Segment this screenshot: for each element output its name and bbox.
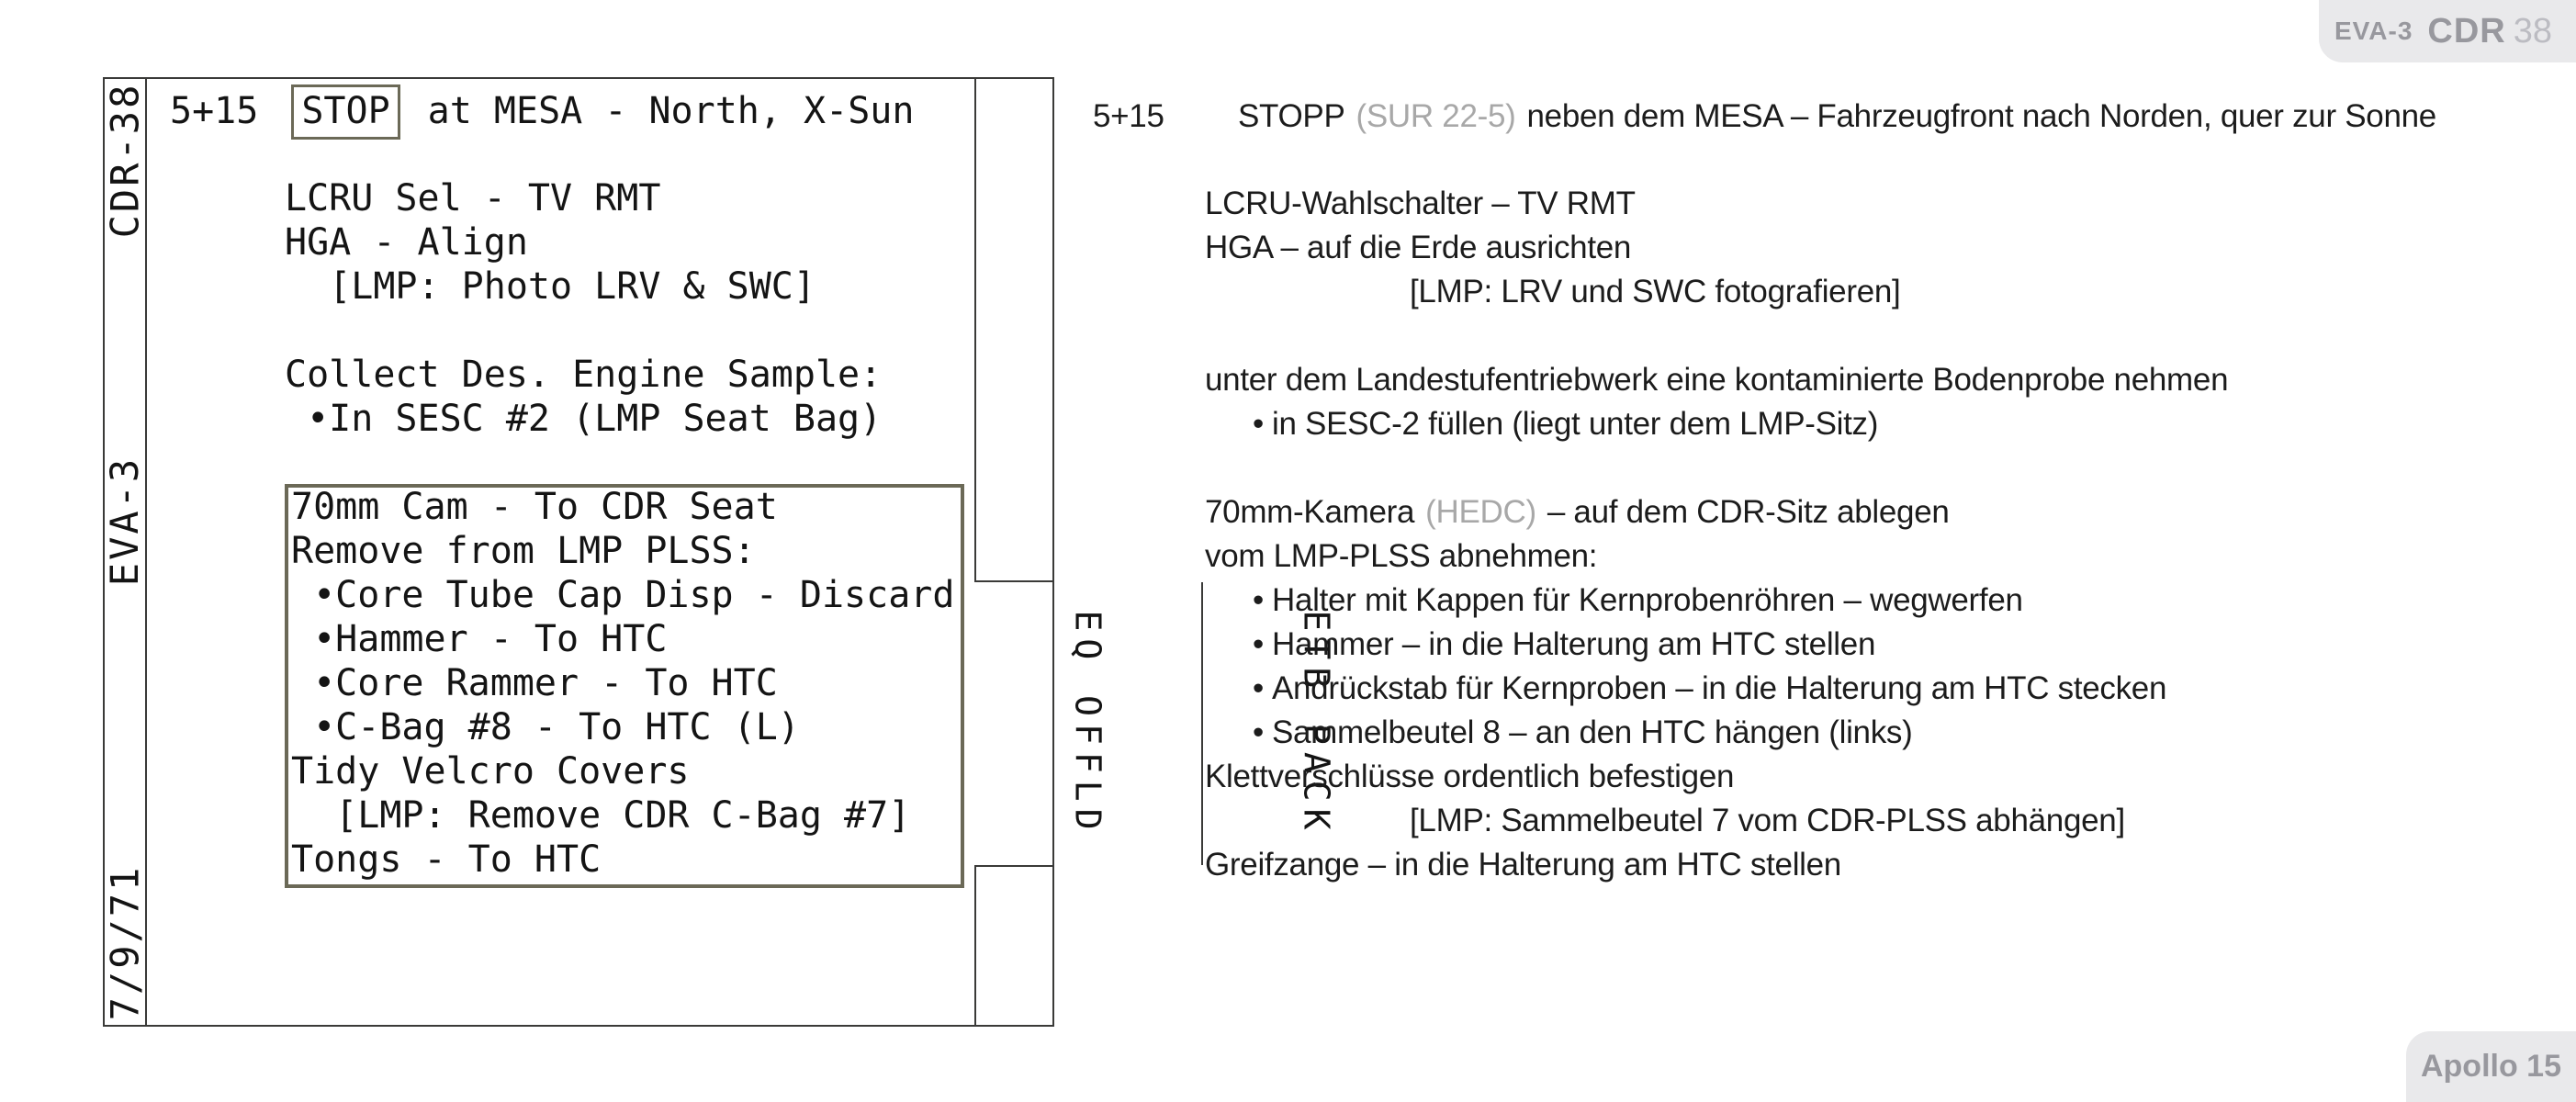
mission-label: Apollo 15 (2420, 1049, 2562, 1084)
procedure-line: •Core Tube Cap Disp - Discard (291, 574, 955, 616)
time-hack-de: 5+15 (1093, 98, 1164, 134)
bullet-icon: • (1253, 714, 1264, 750)
date-label: 7/9/71 (102, 864, 148, 1020)
camera-rest: – auf dem CDR-Sitz ablegen (1547, 494, 1950, 530)
checklist-line: Collect Des. Engine Sample: (285, 354, 883, 396)
hedc-reference: (HEDC) (1425, 494, 1536, 530)
translation-line (1253, 711, 1912, 755)
checklist-header-line (170, 89, 914, 133)
translation-text: Halter mit Kappen für Kernprobenröhren – wegwerfen (1271, 582, 2023, 618)
procedure-line: •Core Rammer - To HTC (291, 662, 778, 704)
time-hack: 5+15 (170, 90, 259, 132)
bullet-icon: • (1253, 626, 1264, 662)
translation-line: HGA – auf die Erde ausrichten (1205, 230, 1632, 265)
tab-eq-offld (974, 582, 1201, 865)
procedure-line: [LMP: Remove CDR C-Bag #7] (291, 794, 911, 837)
translation-line (1253, 579, 2023, 623)
translation-text: in SESC-2 füllen (liegt unter dem LMP-Sitz) (1271, 406, 1879, 442)
mission-badge (2406, 1031, 2576, 1102)
camera-label: 70mm-Kamera (1205, 494, 1415, 530)
translation-line (1253, 623, 1875, 667)
page-number: 38 (2513, 11, 2552, 51)
page-header-badge (2319, 0, 2576, 62)
bullet-icon: • (1253, 582, 1264, 618)
eva-label: EVA-3 (102, 455, 148, 586)
tab-etb-pack-label: ETB PACK (1296, 610, 1337, 838)
translation-line: vom LMP-PLSS abnehmen: (1205, 538, 1598, 574)
translation-line (1253, 667, 2166, 711)
translation-text: Sammelbeutel 8 – an den HTC hängen (links) (1271, 714, 1913, 750)
translation-line: Klettverschlüsse ordentlich befestigen (1205, 759, 1735, 794)
stop-callout: STOP (291, 84, 399, 140)
translation-line: [LMP: LRV und SWC fotografieren] (1410, 274, 1901, 309)
procedure-line: Remove from LMP PLSS: (291, 530, 756, 572)
procedure-line: 70mm Cam - To CDR Seat (291, 486, 778, 528)
crew-label: CDR (2427, 11, 2506, 51)
checklist-line: [LMP: Photo LRV & SWC] (285, 265, 816, 308)
translation-line: [LMP: Sammelbeutel 7 vom CDR-PLSS abhängen] (1410, 803, 2125, 838)
checklist-line: •In SESC #2 (LMP Seat Bag) (285, 398, 883, 440)
stopp-label: STOPP (1238, 98, 1345, 134)
translation-line (1253, 402, 1878, 446)
procedure-line: •Hammer - To HTC (291, 618, 668, 660)
translation-line: LCRU-Wahlschalter – TV RMT (1205, 186, 1636, 221)
translation-text: Hammer – in die Halterung am HTC stellen (1271, 626, 1876, 662)
tab-column-divider (974, 79, 976, 1025)
tab-eq-offld-label: EQ OFFLD (1067, 610, 1108, 838)
checklist-line: LCRU Sel - TV RMT (285, 177, 661, 219)
procedure-line: Tidy Velcro Covers (291, 750, 690, 793)
checklist-line: HGA - Align (285, 221, 528, 264)
procedure-line: Tongs - To HTC (291, 838, 602, 881)
header-rest: at MESA - North, X-Sun (427, 90, 915, 132)
page-id-label: CDR-38 (102, 82, 148, 238)
translation-line: unter dem Landestufentriebwerk eine kontaminierte Bodenprobe nehmen (1205, 362, 2229, 398)
bullet-icon: • (1253, 670, 1264, 706)
translation-line (1205, 490, 1950, 534)
procedure-line: •C-Bag #8 - To HTC (L) (291, 706, 800, 748)
sur-reference: (SUR 22-5) (1355, 98, 1516, 134)
eva-phase-label: EVA-3 (2334, 17, 2413, 45)
bullet-icon: • (1253, 406, 1264, 442)
translation-text: Andrückstab für Kernproben – in die Halterung am HTC stecken (1271, 670, 2167, 706)
translation-line: Greifzange – in die Halterung am HTC stellen (1205, 847, 1841, 883)
translation-header-line (1093, 95, 2436, 139)
header-rest-de: neben dem MESA – Fahrzeugfront nach Norden, quer zur Sonne (1526, 98, 2436, 134)
thumb-tab-band (974, 580, 1337, 867)
